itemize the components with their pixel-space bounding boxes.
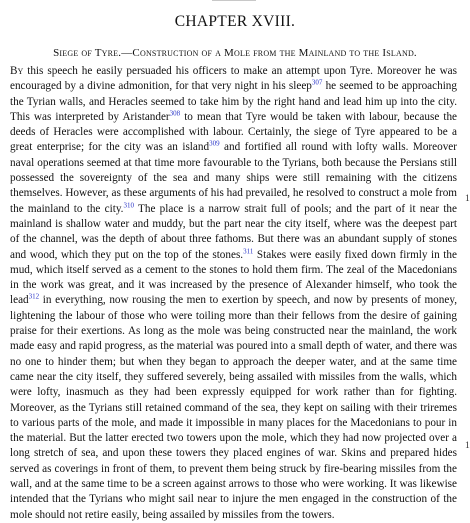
margin-page-marker: 1: [465, 441, 470, 451]
footnote-link-308[interactable]: 308: [169, 109, 181, 118]
body-paragraph: [10, 64, 457, 523]
text-segment: and fortified all round with lofty walls. Moreover naval operations seemed at that time more favourable to the Tyrians, both because the Persians still possessed the sovereignty of the sea and many ships were still remaining with the citizens themselves. However, as these arguments of his had prevailed, he resolved to construct a mole from the mainland to the city.: [10, 141, 457, 215]
text-segment: to mean that Tyre would be taken with labour, because the deeds of Heracles were accomplished with labour. Certainly, the siege of Tyre appeared to be a great enterprise; for the city was an island: [10, 110, 458, 154]
footnote-link-309[interactable]: 309: [209, 139, 220, 148]
footnote-link-310[interactable]: 310: [123, 200, 134, 209]
chapter-summary: Siege of Tyre.—Construction of a Mole from the Mainland to the Island.: [53, 47, 417, 59]
chapter-title: CHAPTER XVIII.: [174, 13, 296, 30]
footnote-link-307[interactable]: 307: [311, 78, 323, 87]
footnote-link-312[interactable]: 312: [28, 292, 40, 301]
text-segment: The place is a narrow strait full of pools; and the part of it near the mainland is shallow water and muddy, but the part near the city itself, where was the deepest part of the channel, was the depth of about three fathoms. But there was an abundant supply of stones and wood, which they put on the top of the stones.: [10, 202, 457, 261]
chapter-body: [10, 64, 457, 523]
text-segment: in everything, now rousing the men to exertion by speech, and now by presents of money, lightening the labour of those who were toiling more than their fellows from the desire of gaining praise for their exertions. As long as the mole was being constructed near the mainland, the work made easy and rapid progress, as the material was poured into a small depth of water, and there was no one to hinder them; but when they began to approach the deeper water, and at the same time came near the city itself, they suffered severely, being assailed with missiles from the walls, which were lofty, inasmuch as they had been expressly equipped for work rather than for fighting. Moreover, as the Tyrians still retained command of the sea, they kept on sailing with their triremes to various parts of the mole, and made it impossible in many places for the Macedonians to pour in the material. But the latter erected two towers upon the mole, which they had now projected over a long stretch of sea, and upon these towers they placed engines of war. Skins and prepared hides served as coverings in front of them, to prevent them being struck by fire-bearing missiles from the wall, and at the same time to be a screen against arrows to those who were working. It was likewise intended that the Tyrians who might sail near to injure the men engaged in the construction of the mole should not retire easily, being assailed by missiles from the towers.: [10, 294, 457, 521]
top-divider: [212, 0, 256, 1]
text-segment: this speech he easily persuaded his officers to make an attempt upon Tyre. Moreover he was encouraged by a divine admonition, for that very night in his sleep: [10, 65, 457, 93]
text-segment: he seemed to be approaching the Tyrian walls, and Heracles seemed to take him by the right hand and lead him up into the city. This was interpreted by Aristander: [10, 80, 457, 123]
paragraph-lead-word: By: [10, 65, 24, 77]
footnote-link-311[interactable]: 311: [243, 246, 254, 255]
text-segment: Stakes were easily fixed down firmly in the mud, which itself served as a cement to the stones to hold them firm. The zeal of the Macedonians in the work was great, and it was increased by the presence of Alexander himself, who took the lead: [10, 248, 457, 307]
margin-page-marker: 1: [465, 194, 470, 204]
